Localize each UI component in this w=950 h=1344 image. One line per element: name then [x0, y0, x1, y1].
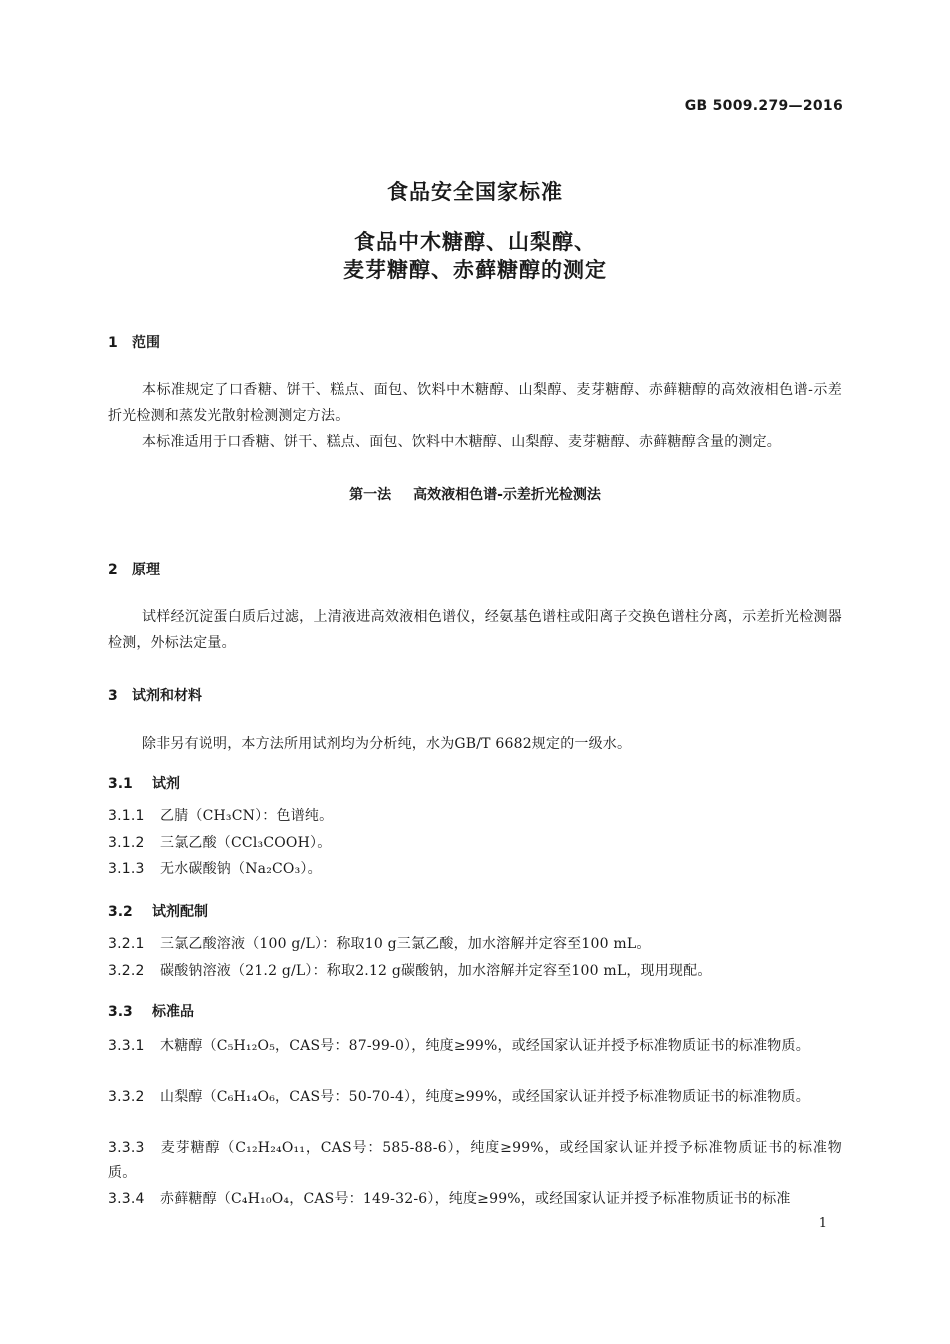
section-3-1-heading	[108, 773, 180, 793]
item-text: 麦芽糖醇（C₁₂H₂₄O₁₁，CAS号：585-88-6），纯度≥99%，或经国家认证并授予标准物质证书的标准物质。	[108, 1140, 842, 1181]
main-title: 食品安全国家标准	[387, 180, 563, 204]
item-number: 3.3.2	[108, 1089, 145, 1105]
subtitle-line-2: 麦芽糖醇、赤藓糖醇的测定	[343, 258, 607, 282]
section-number: 2	[108, 562, 118, 578]
list-item	[108, 1136, 842, 1186]
list-item	[108, 959, 842, 984]
section-number: 1	[108, 335, 118, 351]
item-text: 乙腈（CH₃CN）：色谱纯。	[160, 808, 334, 824]
list-item	[108, 1187, 842, 1212]
section-title: 标准品	[152, 1004, 194, 1020]
list-item	[108, 831, 842, 856]
item-number: 3.3.1	[108, 1038, 145, 1054]
item-number: 3.3.4	[108, 1191, 145, 1207]
section-3-3-heading	[108, 1001, 194, 1021]
item-text: 山梨醇（C₆H₁₄O₆，CAS号：50-70-4），纯度≥99%，或经国家认证并授予标准物质证书的标准物质。	[160, 1089, 810, 1105]
list-item	[108, 804, 842, 829]
scope-paragraph-2: 本标准适用于口香糖、饼干、糕点、面包、饮料中木糖醇、山梨醇、麦芽糖醇、赤藓糖醇含量的测定。	[142, 434, 781, 450]
standard-code: GB 5009.279—2016	[684, 98, 843, 114]
item-number: 3.2.2	[108, 963, 145, 979]
reagents-intro-paragraph: 除非另有说明，本方法所用试剂均为分析纯，水为GB/T 6682规定的一级水。	[142, 736, 632, 752]
method-name: 高效液相色谱-示差折光检测法	[413, 487, 601, 503]
item-text: 碳酸钠溶液（21.2 g/L）：称取2.12 g碳酸钠，加水溶解并定容至100 mL，现用现配。	[160, 963, 712, 979]
list-item	[108, 932, 842, 957]
section-3-heading	[108, 685, 202, 705]
section-2-heading	[108, 559, 160, 579]
section-title: 试剂	[152, 776, 180, 792]
section-number: 3.3	[108, 1004, 133, 1020]
item-number: 3.1.3	[108, 861, 145, 877]
section-title: 范围	[132, 335, 160, 351]
item-number: 3.3.3	[108, 1140, 145, 1156]
list-item	[108, 1034, 842, 1059]
section-title: 试剂和材料	[132, 688, 202, 704]
section-3-2-heading	[108, 901, 208, 921]
section-1-heading	[108, 332, 160, 352]
section-number: 3.1	[108, 776, 133, 792]
section-number: 3.2	[108, 904, 133, 920]
method-label: 第一法	[349, 487, 392, 503]
item-number: 3.1.2	[108, 835, 145, 851]
item-text: 无水碳酸钠（Na₂CO₃）。	[160, 861, 322, 877]
scope-paragraph-1: 本标准规定了口香糖、饼干、糕点、面包、饮料中木糖醇、山梨醇、麦芽糖醇、赤藓糖醇的高效液相色谱-示差折光检测和蒸发光散射检测测定方法。	[108, 382, 842, 424]
section-number: 3	[108, 688, 118, 704]
item-text: 木糖醇（C₅H₁₂O₅，CAS号：87-99-0），纯度≥99%，或经国家认证并授予标准物质证书的标准物质。	[160, 1038, 810, 1054]
section-title: 原理	[132, 562, 160, 578]
item-text: 赤藓糖醇（C₄H₁₀O₄，CAS号：149-32-6），纯度≥99%，或经国家认证并授予标准物质证书的标准	[160, 1191, 791, 1207]
method-1-heading	[0, 484, 950, 504]
section-title: 试剂配制	[152, 904, 208, 920]
principle-paragraph: 试样经沉淀蛋白质后过滤，上清液进高效液相色谱仪，经氨基色谱柱或阳离子交换色谱柱分离，示差折光检测器检测，外标法定量。	[108, 609, 842, 651]
list-item	[108, 1085, 842, 1110]
item-text: 三氯乙酸溶液（100 g/L）：称取10 g三氯乙酸，加水溶解并定容至100 mL。	[160, 936, 651, 952]
item-number: 3.2.1	[108, 936, 145, 952]
item-number: 3.1.1	[108, 808, 145, 824]
item-text: 三氯乙酸（CCl₃COOH）。	[160, 835, 332, 851]
list-item	[108, 857, 842, 882]
page-number: 1	[818, 1216, 827, 1231]
subtitle-line-1: 食品中木糖醇、山梨醇、	[354, 230, 596, 254]
